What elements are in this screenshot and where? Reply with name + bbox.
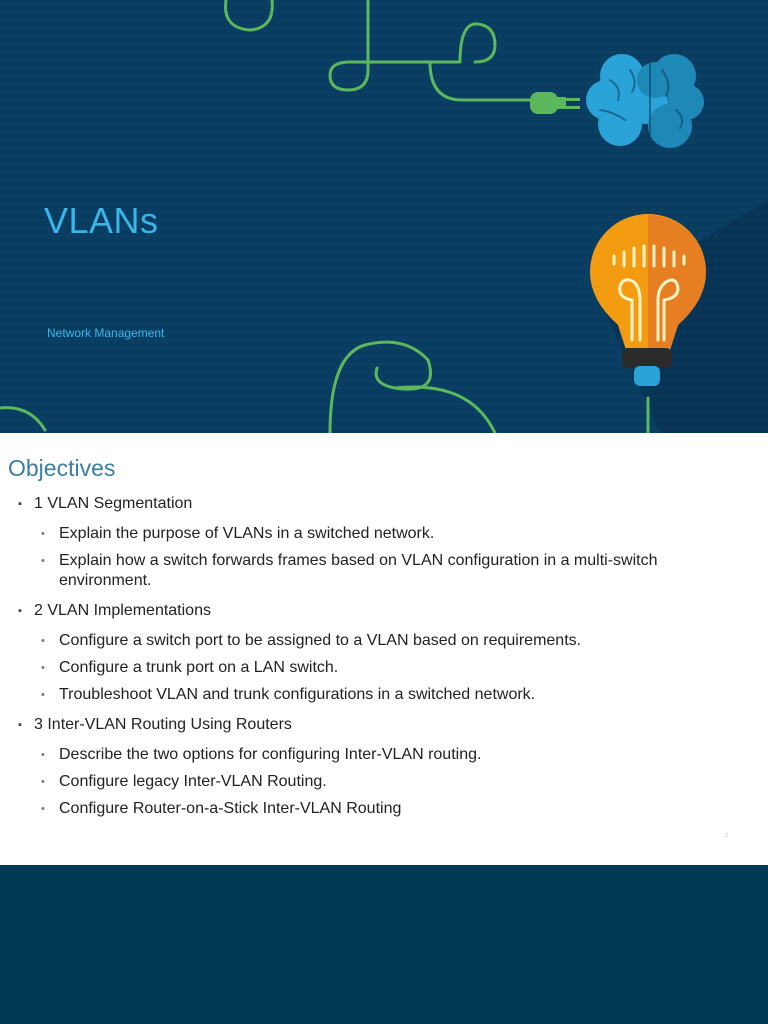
background-band xyxy=(0,865,768,1024)
section-label: ▪ 3 Inter-VLAN Routing Using Routers xyxy=(0,714,768,736)
objective-item: • Describe the two options for configuring Inter-VLAN routing. xyxy=(0,745,768,765)
section-label: ▪ 2 VLAN Implementations xyxy=(0,600,768,622)
section-items xyxy=(0,745,768,819)
objective-item: • Configure legacy Inter-VLAN Routing. xyxy=(0,772,768,792)
objective-section xyxy=(0,600,768,705)
objective-section xyxy=(0,714,768,819)
objective-item: • Configure a switch port to be assigned to a VLAN based on requirements. xyxy=(0,631,768,651)
section-items xyxy=(0,524,768,591)
objectives-slide xyxy=(0,433,768,865)
title-slide xyxy=(0,0,768,433)
section-items xyxy=(0,631,768,705)
section-label: ▪ 1 VLAN Segmentation xyxy=(0,493,768,515)
objectives-heading: Objectives xyxy=(8,455,116,481)
plug-icon xyxy=(530,92,580,114)
objective-item: • Troubleshoot VLAN and trunk configurations in a switched network. xyxy=(0,685,768,705)
objective-item: • Explain the purpose of VLANs in a switched network. xyxy=(0,524,768,544)
objective-item: • Explain how a switch forwards frames based on VLAN configuration in a multi-switch environment. xyxy=(0,551,768,591)
objectives-list xyxy=(0,493,768,819)
slide-title: VLANs xyxy=(44,200,159,241)
objective-section xyxy=(0,493,768,591)
objective-item: • Configure Router-on-a-Stick Inter-VLAN Routing xyxy=(0,799,768,819)
slide-subtitle: Network Management xyxy=(47,326,165,340)
objective-item: • Configure a trunk port on a LAN switch. xyxy=(0,658,768,678)
brain-icon xyxy=(586,48,704,150)
page-number: 2 xyxy=(725,833,728,839)
